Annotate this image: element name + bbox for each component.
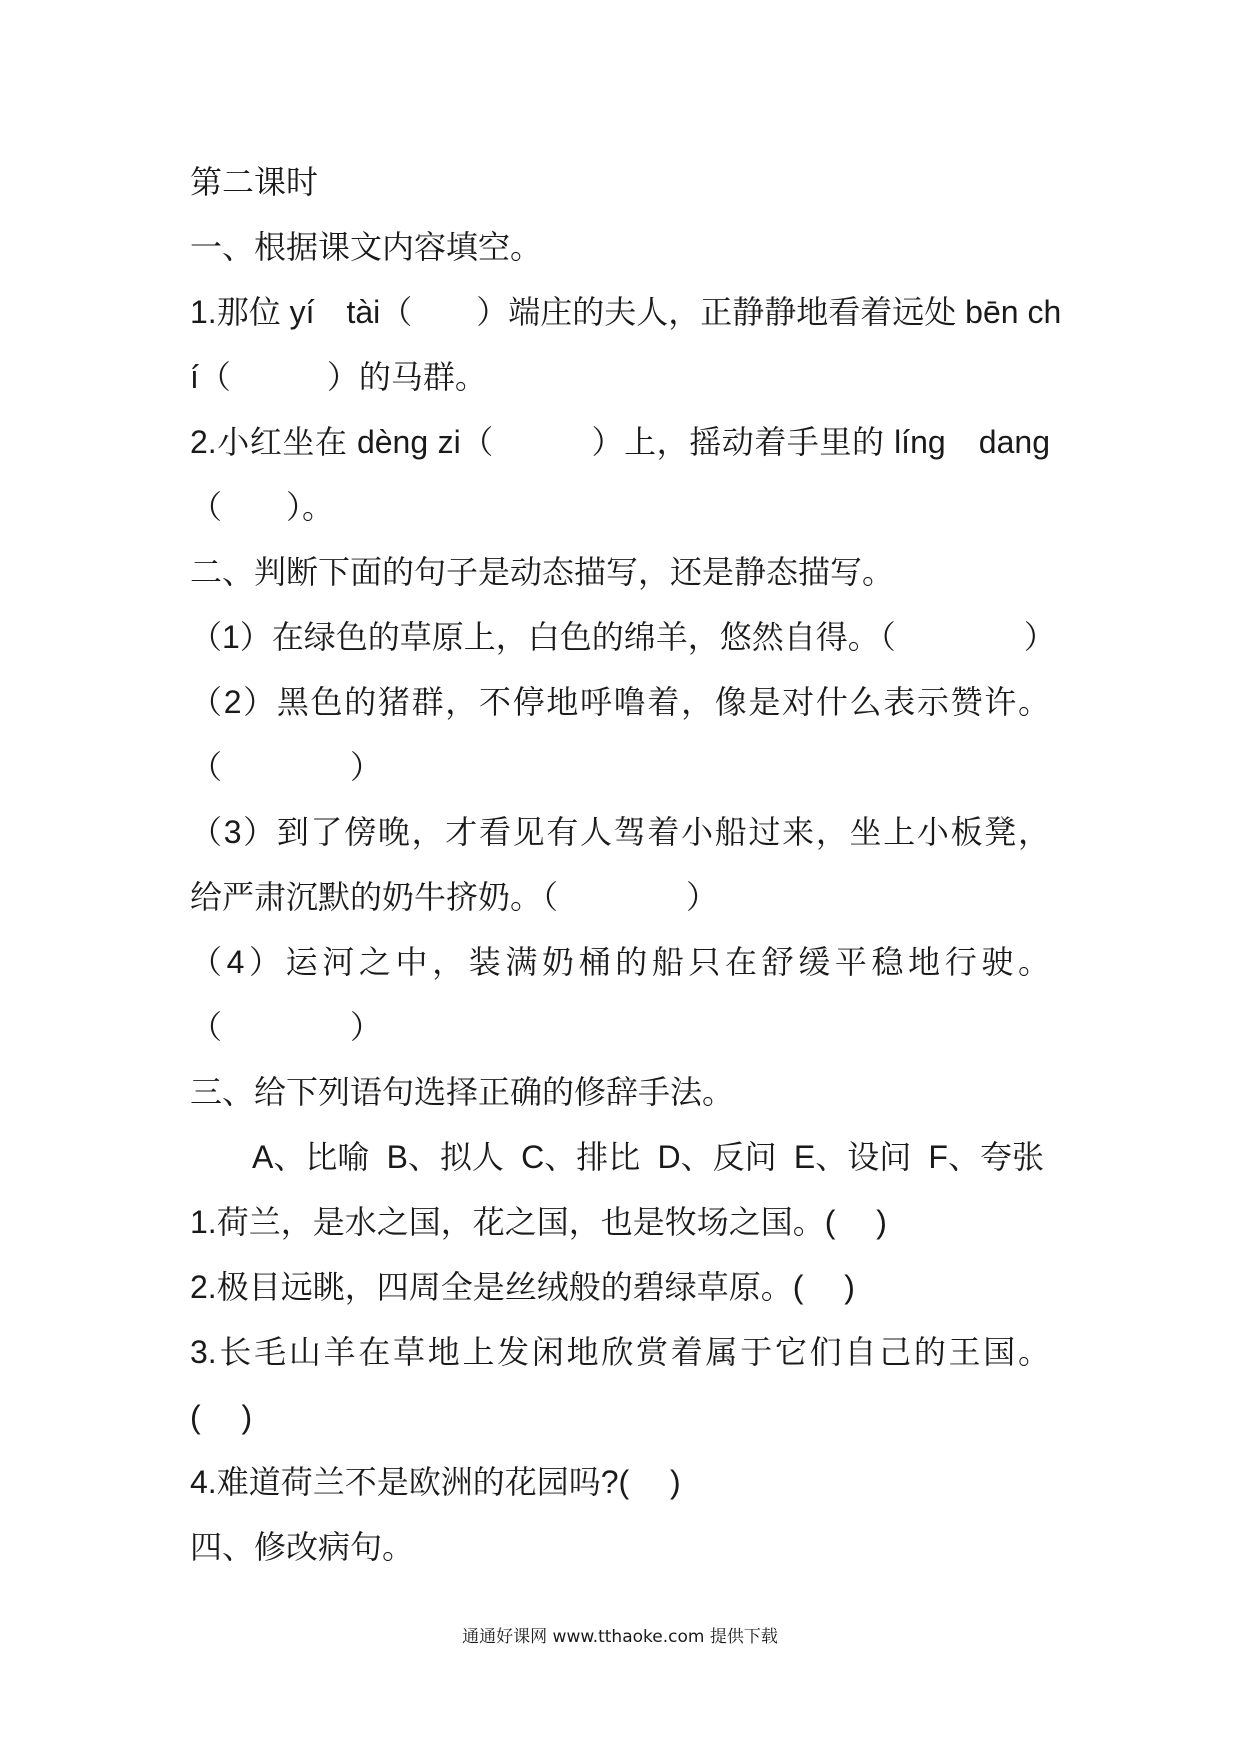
rhetoric-question-1: 1.荷兰，是水之国，花之国，也是牧场之国。( ) bbox=[190, 1204, 887, 1240]
section-3-heading: 三、给下列语句选择正确的修辞手法。 bbox=[190, 1074, 735, 1110]
judge-question-4-line-1: （4）运河之中，装满奶桶的船只在舒缓平稳地行驶。 bbox=[190, 944, 1050, 980]
option-c: C、排比 bbox=[521, 1139, 641, 1175]
fill-blank-question-1-line-2: í（ ）的马群。 bbox=[190, 359, 487, 395]
fill-blank-question-2-line-1: 2.小红坐在 dèng zi（ ）上，摇动着手里的 líng dang bbox=[190, 424, 1050, 460]
section-2-heading: 二、判断下面的句子是动态描写，还是静态描写。 bbox=[190, 554, 895, 590]
option-a: A、比喻 bbox=[252, 1139, 370, 1175]
lesson-title: 第二课时 bbox=[190, 164, 319, 200]
judge-question-4-line-2: （ ） bbox=[190, 1009, 383, 1045]
rhetoric-question-3-line-1: 3.长毛山羊在草地上发闲地欣赏着属于它们自己的王国。 bbox=[190, 1334, 1050, 1370]
option-e: E、设问 bbox=[793, 1139, 912, 1175]
section-1-heading: 一、根据课文内容填空。 bbox=[190, 229, 543, 265]
judge-question-3-line-1: （3）到了傍晚，才看见有人驾着小船过来，坐上小板凳， bbox=[190, 814, 1050, 850]
judge-question-2-line-1: （2）黑色的猪群，不停地呼噜着，像是对什么表示赞许。 bbox=[190, 684, 1050, 720]
option-f: F、夸张 bbox=[928, 1139, 1044, 1175]
judge-question-3-line-2: 给严肃沉默的奶牛挤奶。（ ） bbox=[190, 879, 719, 915]
worksheet-page bbox=[190, 150, 1062, 1580]
judge-question-1-line-1: （1）在绿色的草原上，白色的绵羊，悠然自得。（ ） bbox=[190, 619, 1056, 655]
option-d: D、反问 bbox=[657, 1139, 777, 1175]
section-4-heading: 四、修改病句。 bbox=[190, 1529, 415, 1565]
judge-question-2-line-2: （ ） bbox=[190, 749, 383, 785]
rhetoric-options bbox=[252, 1125, 1044, 1190]
fill-blank-question-1-line-1: 1.那位 yí tài（ ）端庄的夫人，正静静地看着远处 bēn ch bbox=[190, 294, 1062, 330]
page-footer: 通通好课网 www.tthaoke.com 提供下载 bbox=[462, 1627, 778, 1647]
rhetoric-question-4: 4.难道荷兰不是欧洲的花园吗?( ) bbox=[190, 1464, 681, 1500]
option-b: B、拟人 bbox=[386, 1139, 504, 1175]
fill-blank-question-2-line-2: （ ）。 bbox=[190, 489, 335, 525]
rhetoric-question-3-line-2: ( ) bbox=[190, 1399, 253, 1435]
rhetoric-question-2: 2.极目远眺，四周全是丝绒般的碧绿草原。( ) bbox=[190, 1269, 855, 1305]
